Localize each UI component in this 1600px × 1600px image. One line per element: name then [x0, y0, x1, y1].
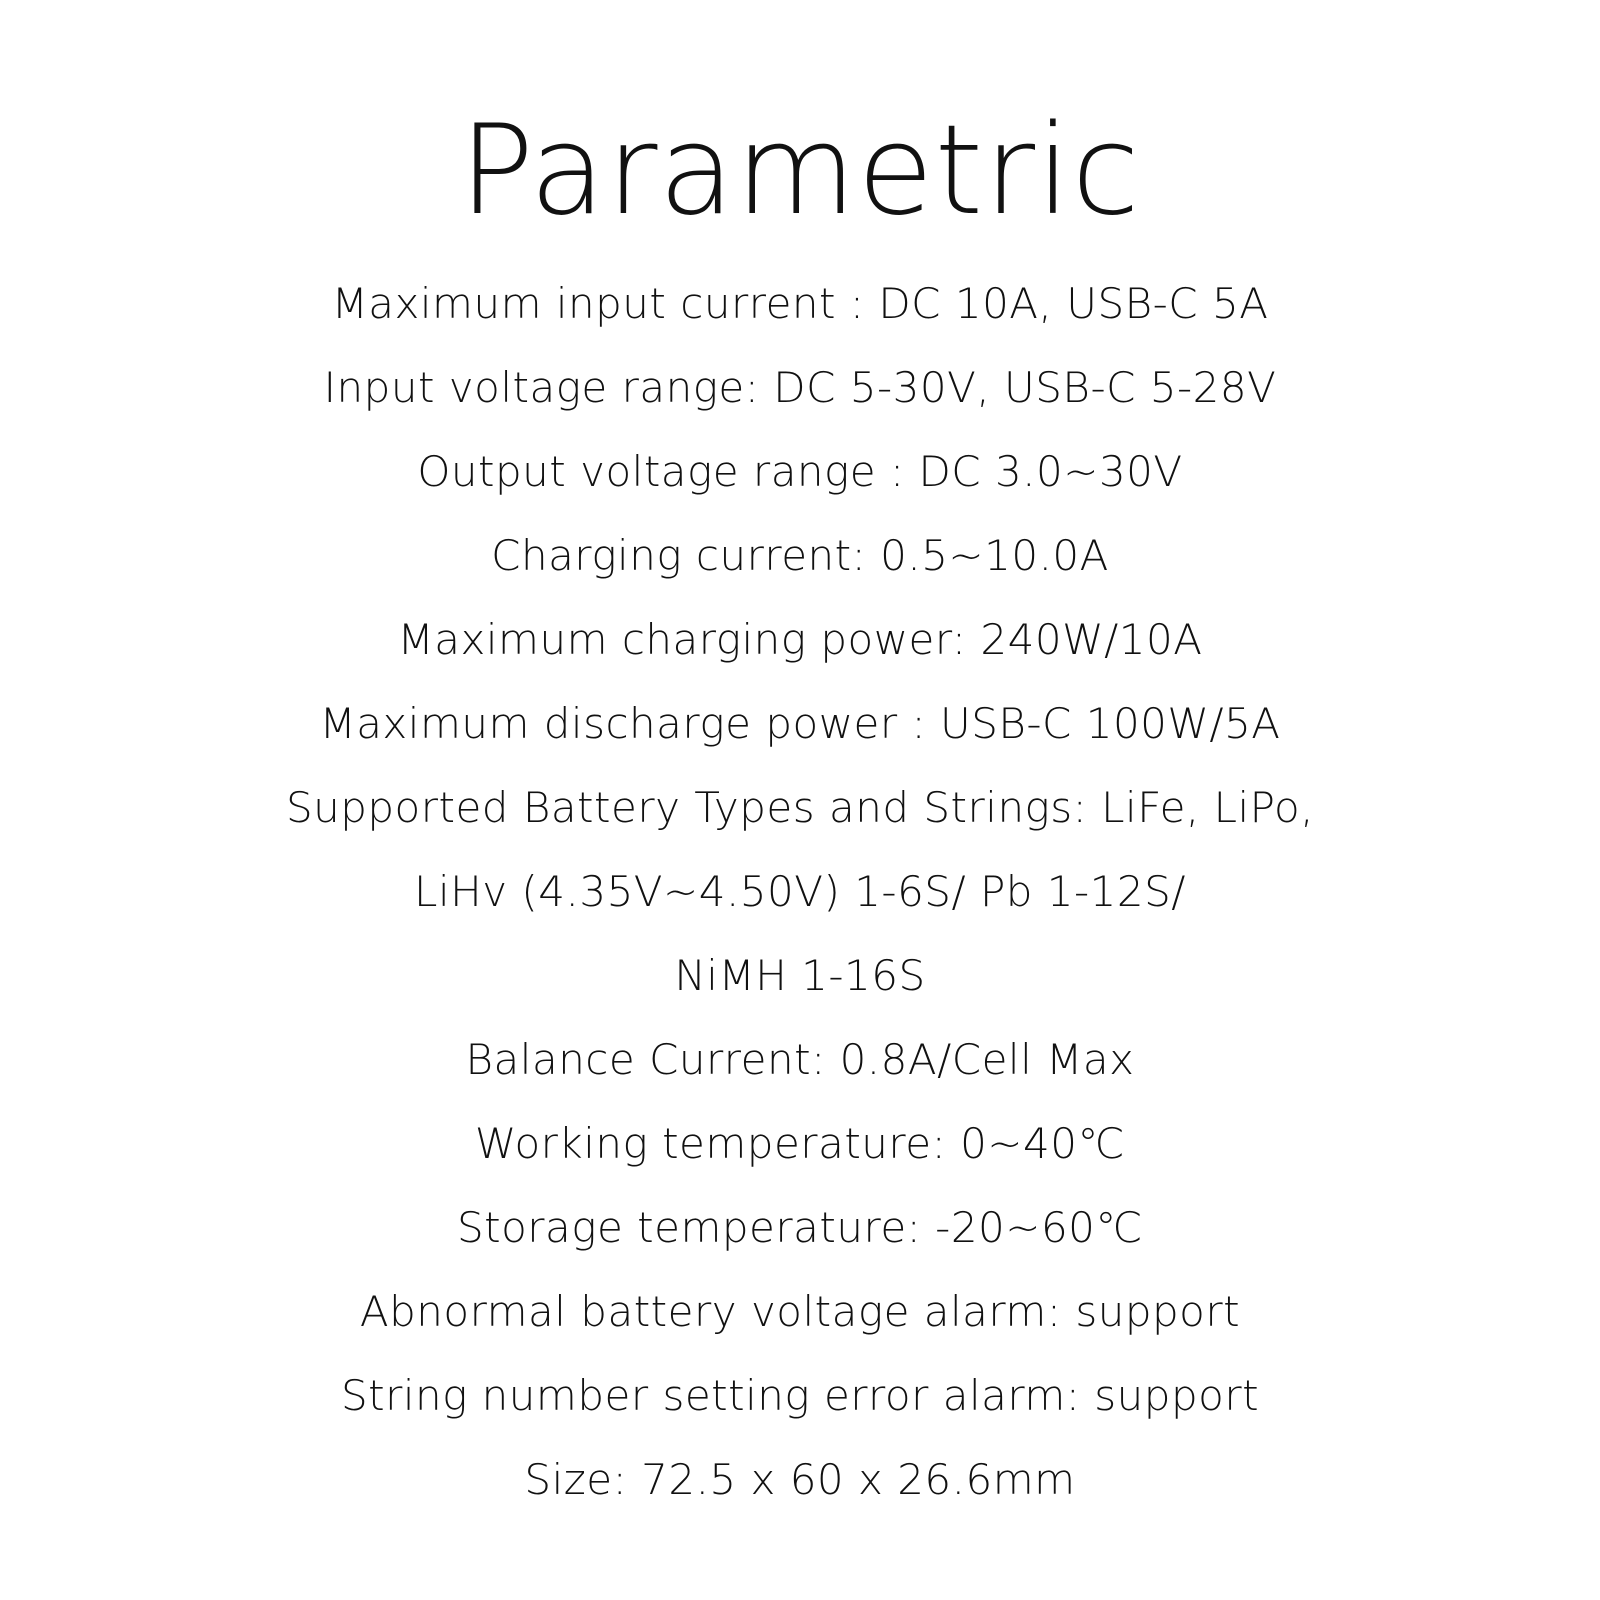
- spec-line-battery-types-2: LiHv (4.35V~4.50V) 1-6S/ Pb 1-12S/: [414, 867, 1186, 916]
- spec-line-balance-current: Balance Current: 0.8A/Cell Max: [465, 1035, 1135, 1084]
- spec-line-size: Size: 72.5 x 60 x 26.6mm: [524, 1455, 1076, 1504]
- spec-line-max-charging-power: Maximum charging power: 240W/10A: [397, 615, 1203, 664]
- spec-line-battery-types-3: NiMH 1-16S: [674, 951, 926, 1000]
- spec-line-max-input-current: Maximum input current : DC 10A, USB-C 5A: [331, 279, 1269, 328]
- spec-line-charging-current: Charging current: 0.5~10.0A: [491, 531, 1109, 580]
- spec-line-voltage-alarm: Abnormal battery voltage alarm: support: [359, 1287, 1241, 1336]
- spec-line-output-voltage-range: Output voltage range : DC 3.0~30V: [417, 447, 1183, 496]
- spec-line-battery-types-1: Supported Battery Types and Strings: LiFe, LiPo,: [285, 783, 1315, 832]
- spec-line-storage-temperature: Storage temperature: -20~60℃: [456, 1203, 1144, 1252]
- spec-line-string-error-alarm: String number setting error alarm: support: [340, 1371, 1260, 1420]
- page-title: Parametric: [459, 99, 1141, 243]
- spec-line-input-voltage-range: Input voltage range: DC 5-30V, USB-C 5-28V: [323, 363, 1277, 412]
- spec-list: [0, 262, 1600, 1522]
- spec-line-working-temperature: Working temperature: 0~40℃: [474, 1119, 1126, 1168]
- spec-line-max-discharge-power: Maximum discharge power : USB-C 100W/5A: [319, 699, 1281, 748]
